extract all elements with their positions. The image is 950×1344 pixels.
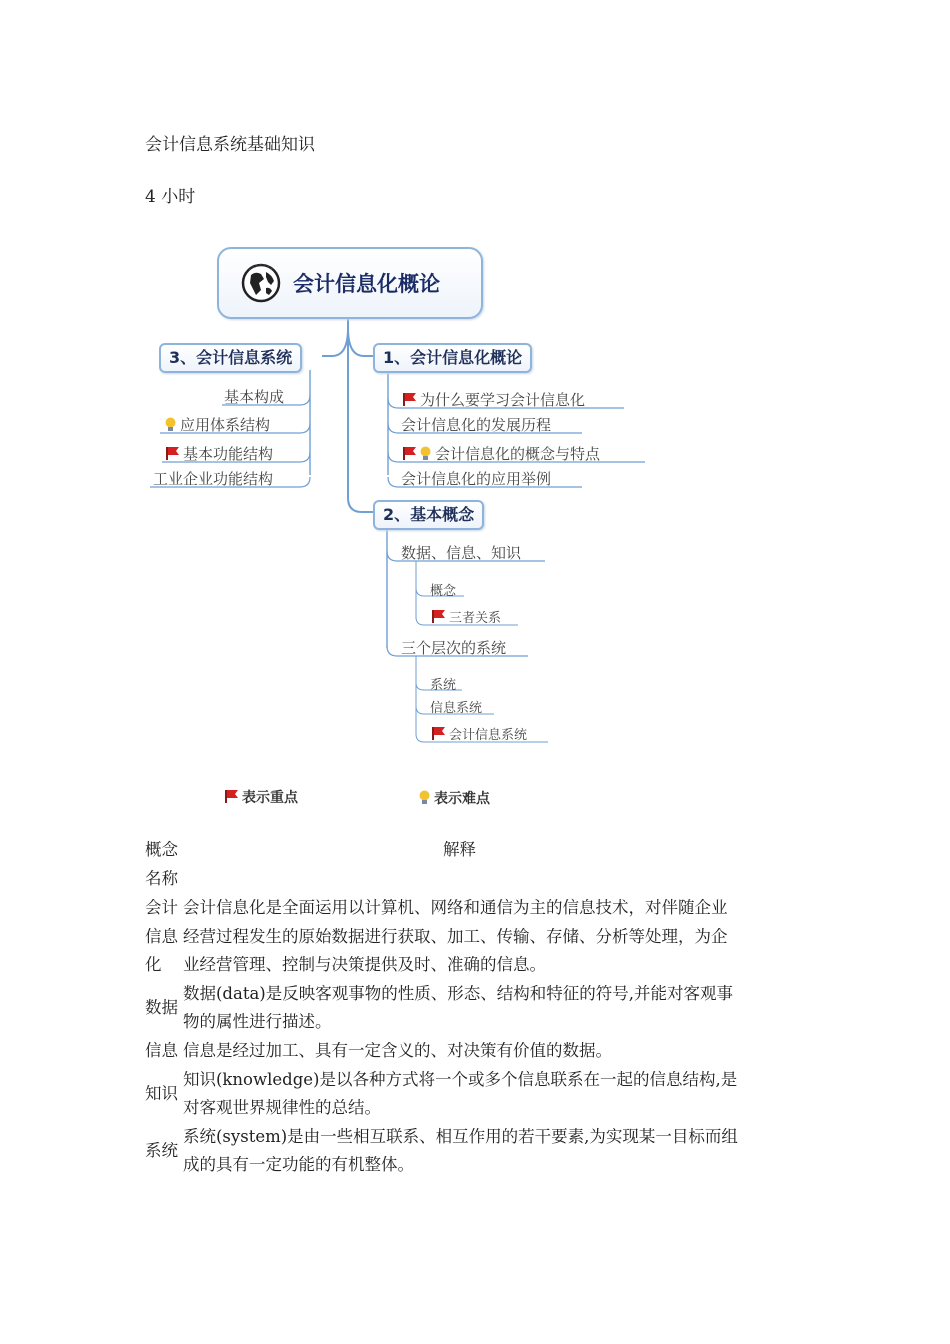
branch-2-label: 2、基本概念 — [383, 505, 475, 524]
branch-2-subitem: 系统 — [430, 678, 457, 693]
root-node — [217, 247, 483, 319]
flag-icon — [403, 447, 417, 460]
concept-desc: 数据(data)是反映客观事物的性质、形态、结构和特征的符号,并能对客观事物的属性进行描述。 — [183, 983, 733, 1032]
branch-2-subitem: 概念 — [430, 584, 457, 599]
duration-text: 4 小时 — [145, 187, 196, 207]
flag-icon — [225, 790, 239, 803]
bulb-icon — [165, 417, 176, 432]
concept-name: 知识 — [145, 1083, 178, 1103]
branch-2-subitem: 信息系统 — [430, 701, 483, 716]
table-header — [145, 836, 745, 894]
flag-icon — [166, 447, 180, 460]
concept-name: 会计信息化 — [145, 898, 178, 975]
concept-desc: 系统(system)是由一些相互联系、相互作用的若干要素,为实现某一目标而组成的具有一定功能的有机整体。 — [183, 1126, 738, 1175]
branch-3-item: 基本构成 — [224, 388, 285, 406]
branch-2-node — [373, 500, 484, 530]
concept-table — [145, 836, 745, 1180]
legend-difficulty: 表示难点 — [419, 788, 490, 808]
table-row — [145, 894, 745, 980]
concept-name: 信息 — [145, 1040, 178, 1060]
branch-2-item: 数据、信息、知识 — [401, 544, 522, 562]
branch-3-label: 3、会计信息系统 — [169, 348, 293, 367]
branch-1-node — [373, 343, 532, 373]
flag-icon — [403, 393, 417, 406]
flag-icon — [432, 610, 446, 623]
branch-3-node — [159, 343, 302, 373]
branch-2-subitem: 三者关系 — [432, 607, 501, 626]
branch-1-item: 为什么要学习会计信息化 — [403, 389, 585, 410]
flag-icon — [432, 727, 446, 740]
branch-2-subitem: 会计信息系统 — [432, 724, 527, 743]
branch-1-label: 1、会计信息化概论 — [383, 348, 523, 367]
table-row — [145, 1066, 745, 1123]
table-row — [145, 1123, 745, 1180]
bulb-icon — [419, 790, 430, 805]
branch-3-item: 应用体系结构 — [165, 414, 270, 435]
branch-3-item: 基本功能结构 — [166, 443, 273, 464]
legend-key-point: 表示重点 — [225, 787, 298, 807]
table-row — [145, 980, 745, 1037]
document-title: 会计信息系统基础知识 — [145, 135, 315, 155]
globe-icon — [241, 263, 281, 303]
branch-1-item: 会计信息化的应用举例 — [401, 470, 552, 488]
header-explanation: 解释 — [443, 840, 476, 859]
root-node-label: 会计信息化概论 — [293, 272, 440, 296]
branch-3-item: 工业企业功能结构 — [153, 470, 274, 488]
concept-desc: 知识(knowledge)是以各种方式将一个或多个信息联系在一起的信息结构,是对客观世界规律性的总结。 — [183, 1069, 738, 1118]
concept-name: 数据 — [145, 998, 178, 1018]
branch-1-item: 会计信息化的概念与特点 — [403, 443, 600, 464]
table-row — [145, 1037, 745, 1066]
bulb-icon — [420, 446, 431, 461]
branch-1-item: 会计信息化的发展历程 — [401, 416, 552, 434]
concept-name: 系统 — [145, 1141, 178, 1161]
concept-desc: 会计信息化是全面运用以计算机、网络和通信为主的信息技术，对伴随企业经营过程发生的原始数据进行获取、加工、传输、存储、分析等处理，为企业经营管理、控制与决策提供及时、准确的信息。 — [183, 898, 728, 975]
header-concept-name: 概念名称 — [145, 840, 178, 888]
branch-2-item: 三个层次的系统 — [401, 639, 507, 657]
concept-desc: 信息是经过加工、具有一定含义的、对决策有价值的数据。 — [183, 1040, 612, 1060]
